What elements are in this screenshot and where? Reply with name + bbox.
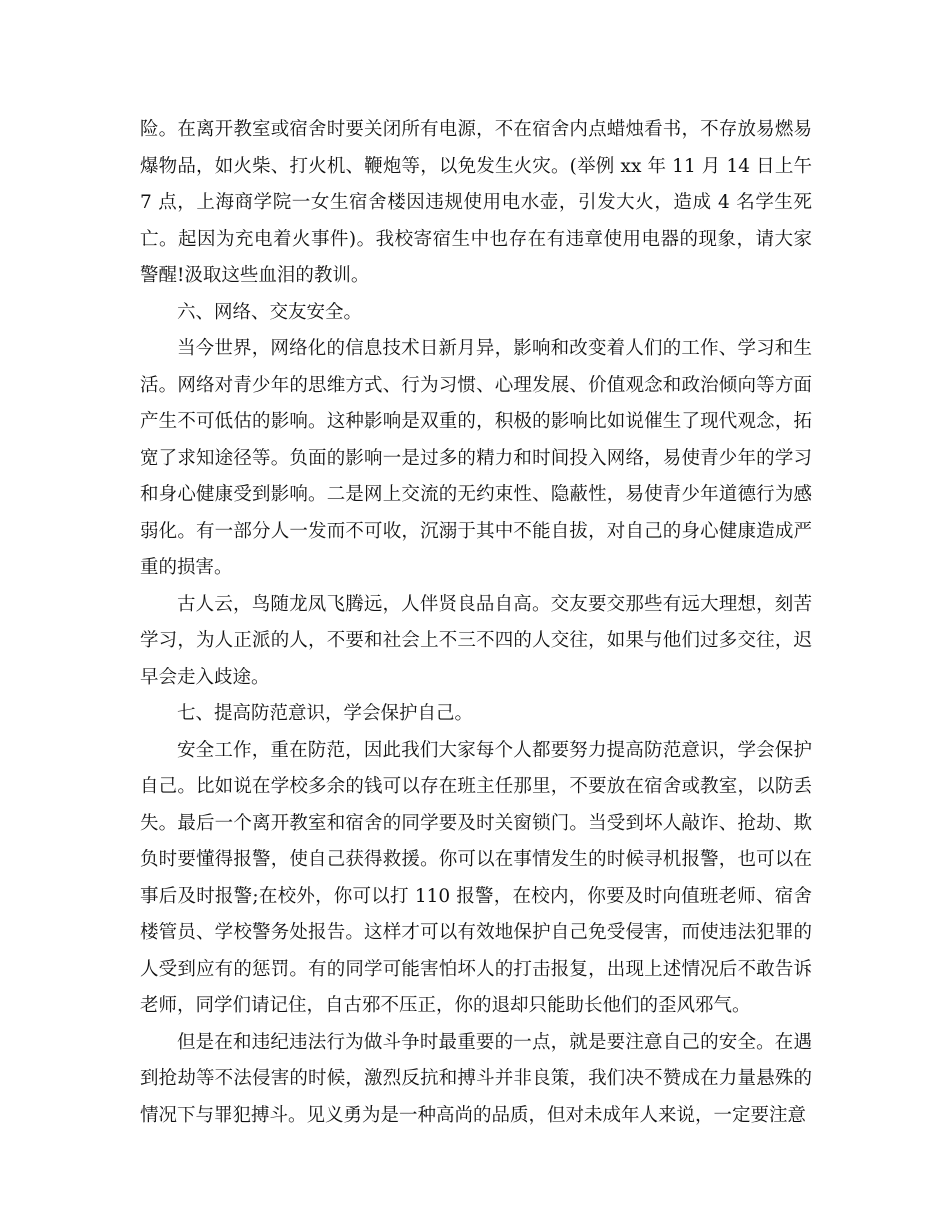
- paragraph-making-friends: 古人云，鸟随龙凤飞腾远，人伴贤良品自高。交友要交那些有远大理想，刻苦学习，为人正派的人，不要和社会上不三不四的人交往，如果与他们过多交往，迟早会走入歧途。: [140, 593, 812, 688]
- paragraph-personal-safety: 但是在和违纪违法行为做斗争时最重要的一点，就是要注意自己的安全。在遇到抢劫等不法侵害的时候，激烈反抗和搏斗并非良策，我们决不赞成在力量悬殊的情况下与罪犯搏斗。见义勇为是一种高尚的品质，但对未成年人来说，一定要注意: [140, 1031, 812, 1126]
- paragraph-prevention-awareness: 安全工作，重在防范，因此我们大家每个人都要努力提高防范意识，学会保护自己。比如说在学校多余的钱可以存在班主任那里，不要放在宿舍或教室，以防丢失。最后一个离开教室和宿舍的同学要及时关窗锁门。当受到坏人敲诈、抢劫、欺负时要懂得报警，使自己获得救援。你可以在事情发生的时候寻机报警，也可以在事后及时报警;在校外，你可以打 110 报警，在校内，你要及时向值班老师、宿舍楼管员、学校警务处报告。这样才可以有效地保护自己免受侵害，而使违法犯罪的人受到应有的惩罚。有的同学可能害怕坏人的打击报复，出现上述情况后不敢告诉老师，同学们请记住，自古邪不压正，你的退却只能助长他们的歪风邪气。: [140, 739, 812, 1016]
- section-heading-network-friendship-safety: 六、网络、交友安全。: [177, 301, 363, 323]
- section-heading-self-protection: 七、提高防范意识，学会保护自己。: [177, 703, 474, 724]
- paragraph-fire-safety-continued: 险。在离开教室或宿舍时要关闭所有电源，不在宿舍内点蜡烛看书，不存放易燃易爆物品，如火柴、打火机、鞭炮等，以免发生火灾。(举例 xx 年 11 月 14 日上午 7 点，上海商学院一女生宿舍楼因违规使用电水壶，引发大火，造成 4 名学生死亡。起因为充电着火事件)。我校寄宿生中也存在有违章使用电器的现象，请大家警醒!汲取这些血泪的教训。: [140, 119, 812, 286]
- document-body: [140, 112, 812, 1134]
- paragraph-network-influence: 当今世界，网络化的信息技术日新月异，影响和改变着人们的工作、学习和生活。网络对青少年的思维方式、行为习惯、心理发展、价值观念和政治倾向等方面产生不可低估的影响。这种影响是双重的，积极的影响比如说催生了现代观念，拓宽了求知途径等。负面的影响一是过多的精力和时间投入网络，易使青少年的学习和身心健康受到影响。二是网上交流的无约束性、隐蔽性，易使青少年道德行为感弱化。有一部分人一发而不可收，沉溺于其中不能自拔，对自己的身心健康造成严重的损害。: [140, 338, 812, 578]
